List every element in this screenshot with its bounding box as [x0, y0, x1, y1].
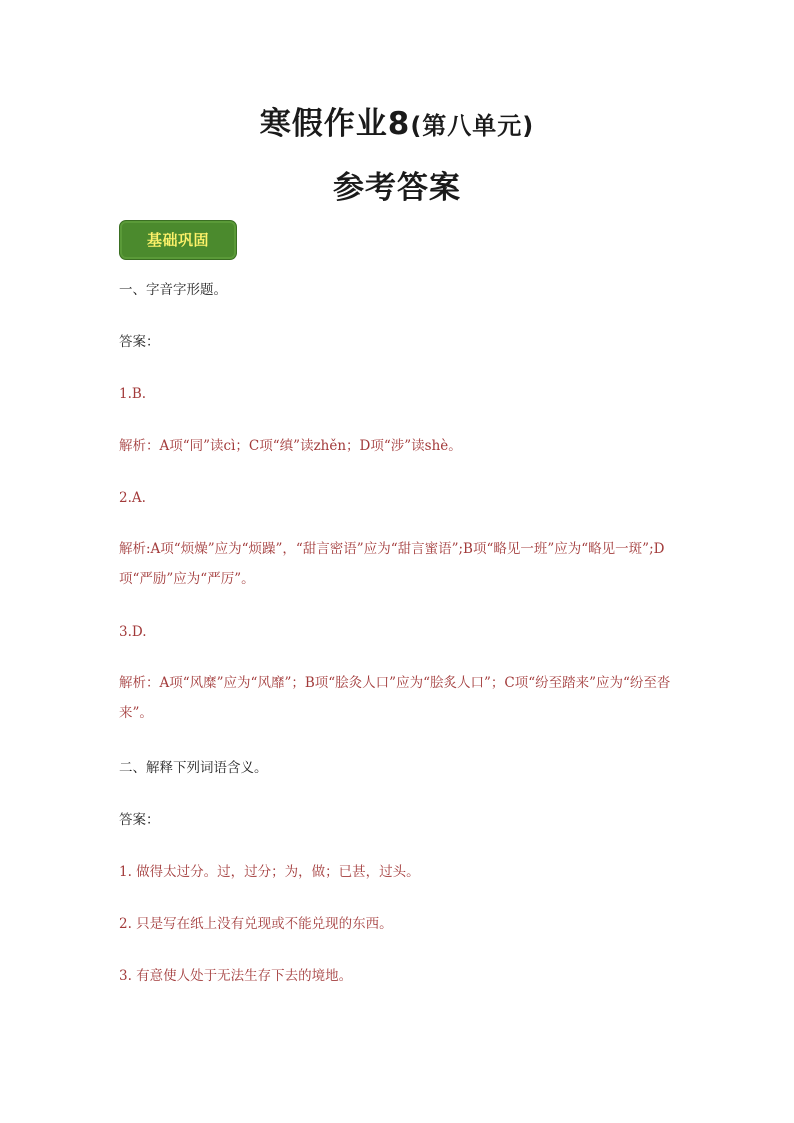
- question-1-explanation: 解析：A项“同”读cì；C项“缜”读zhěn；D项“涉”读shè。: [119, 438, 462, 454]
- section-badge: 基础巩固: [119, 220, 237, 260]
- title-unit-text: (第八单元): [410, 112, 535, 140]
- question-2-answer: 2.A.: [119, 490, 146, 506]
- answer-label-1: 答案：: [119, 334, 160, 350]
- question-3-explanation: 解析：A项“风糜”应为“风靡”；B项“脍灸人口”应为“脍炙人口”；C项“纷至踏来”应为“纷至沓来”。: [119, 675, 671, 721]
- section-heading-1: 一、字音字形题。: [119, 282, 227, 298]
- question-2-explanation: 解析:A项“烦燥”应为“烦躁”，“甜言密语”应为“甜言蜜语”;B项“略见一班”应为“略见一斑”;D项“严励”应为“严厉”。: [119, 541, 665, 587]
- definition-item-2: 2. 只是写在纸上没有兑现或不能兑现的东西。: [119, 916, 393, 932]
- section-heading-2: 二、解释下列词语含义。: [119, 760, 268, 776]
- definition-item-1: 1. 做得太过分。过，过分；为，做；已甚，过头。: [119, 864, 420, 880]
- definition-item-3: 3. 有意使人处于无法生存下去的境地。: [119, 968, 353, 984]
- title-main-text: 寒假作业8: [259, 106, 411, 142]
- answer-label-2: 答案：: [119, 812, 160, 828]
- question-3-answer: 3.D.: [119, 624, 147, 640]
- document-title: [0, 98, 794, 143]
- question-1-answer: 1.B.: [119, 386, 147, 402]
- document-subtitle: 参考答案: [333, 170, 461, 206]
